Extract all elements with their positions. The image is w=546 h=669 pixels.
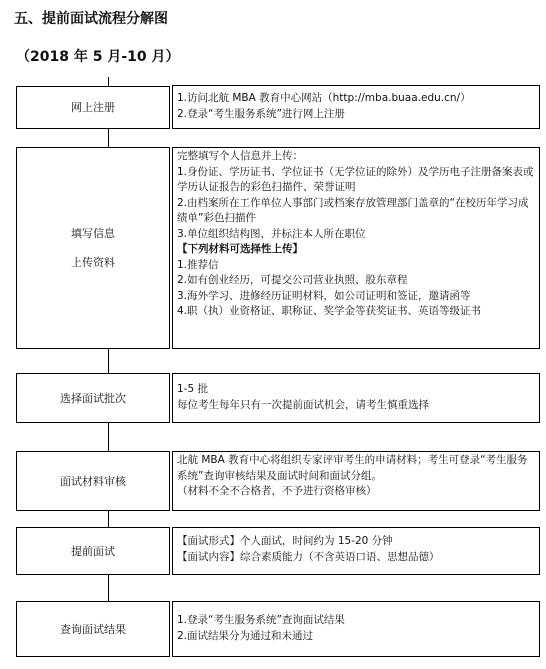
step-material-review: [16, 439, 540, 521]
step-detail-box: [172, 601, 540, 657]
detail-line: 3.单位组织结构图，并标注本人所在职位: [177, 227, 366, 240]
step-label: 查询面试结果: [60, 622, 126, 636]
detail-line: 1.推荐信: [177, 258, 219, 271]
step-label-box: [16, 373, 170, 423]
step-label: 上传资料: [71, 256, 115, 269]
step-label: 填写信息: [71, 227, 115, 240]
detail-line: 1.身份证、学历证书、学位证书（无学位证的除外）及学历电子注册备案表或学历认证报告的彩色扫描件、荣誉证明: [177, 165, 534, 193]
step-label: 提前面试: [71, 544, 115, 558]
detail-line: 2.登录“考生服务系统”进行网上注册: [177, 107, 345, 120]
detail-line: 1-5 批: [177, 383, 208, 395]
flow-connector: [108, 587, 109, 601]
step-detail-box: [172, 373, 540, 423]
step-detail-box: [172, 147, 540, 349]
step-detail-box: [172, 85, 540, 129]
detail-line: （材料不全不合格者，不予进行资格审核）: [177, 485, 377, 497]
step-label-box: [16, 527, 170, 575]
step-fill-info: [16, 137, 540, 357]
detail-line: 【面试内容】综合素质能力（不含英语口语、思想品德）: [177, 550, 440, 563]
step-label: 选择面试批次: [60, 391, 126, 405]
step-label-box: [16, 86, 170, 129]
detail-line: 1.登录“考生服务系统”查询面试结果: [177, 614, 345, 626]
detail-line: 每位考生每年只有一次提前面试机会，请考生慎重选择: [177, 398, 429, 411]
detail-line: 【面试形式】个人面试，时间约为 15-20 分钟: [177, 535, 393, 547]
detail-line: 4.职（执）业资格证、职称证、奖学金等获奖证书、英语等级证书: [177, 305, 482, 317]
section-heading: 五、提前面试流程分解图: [14, 11, 168, 27]
step-label-box: [16, 451, 170, 511]
step-detail-box: [172, 451, 540, 511]
optional-materials-heading: 【下列材料可选择性上传】: [177, 243, 303, 255]
step-label: 面试材料审核: [60, 474, 126, 488]
step-select-batch: [16, 357, 540, 439]
date-range-heading: （2018 年 5 月-10 月）: [16, 49, 180, 65]
detail-line: 1.访问北航 MBA 教育中心网站（http://mba.buaa.edu.cn/）: [177, 92, 471, 104]
detail-line: 2.面试结果分为通过和未通过: [177, 629, 314, 642]
detail-line: 2.由档案所在工作单位人事部门或档案存放管理部门盖章的“在校历年学习成绩单”彩色扫描件: [177, 196, 529, 224]
detail-line: 3.海外学习、进修经历证明材料，如公司证明和签证，邀请函等: [177, 289, 471, 302]
step-early-interview: [16, 521, 540, 587]
step-label: 网上注册: [71, 101, 115, 114]
detail-line: 完整填写个人信息并上传：: [177, 150, 303, 162]
detail-line: 2.如有创业经历，可提交公司营业执照、股东章程: [177, 274, 408, 286]
step-query-result: [16, 587, 540, 665]
step-detail-box: [172, 527, 540, 575]
detail-line: 北航 MBA 教育中心将组织专家评审考生的申请材料；考生可登录“考生服务系统”查询审核结果及面试时间和面试分组。: [177, 454, 528, 482]
step-label-box: [16, 147, 170, 349]
step-register: [16, 77, 540, 137]
step-label-box: [16, 601, 170, 657]
